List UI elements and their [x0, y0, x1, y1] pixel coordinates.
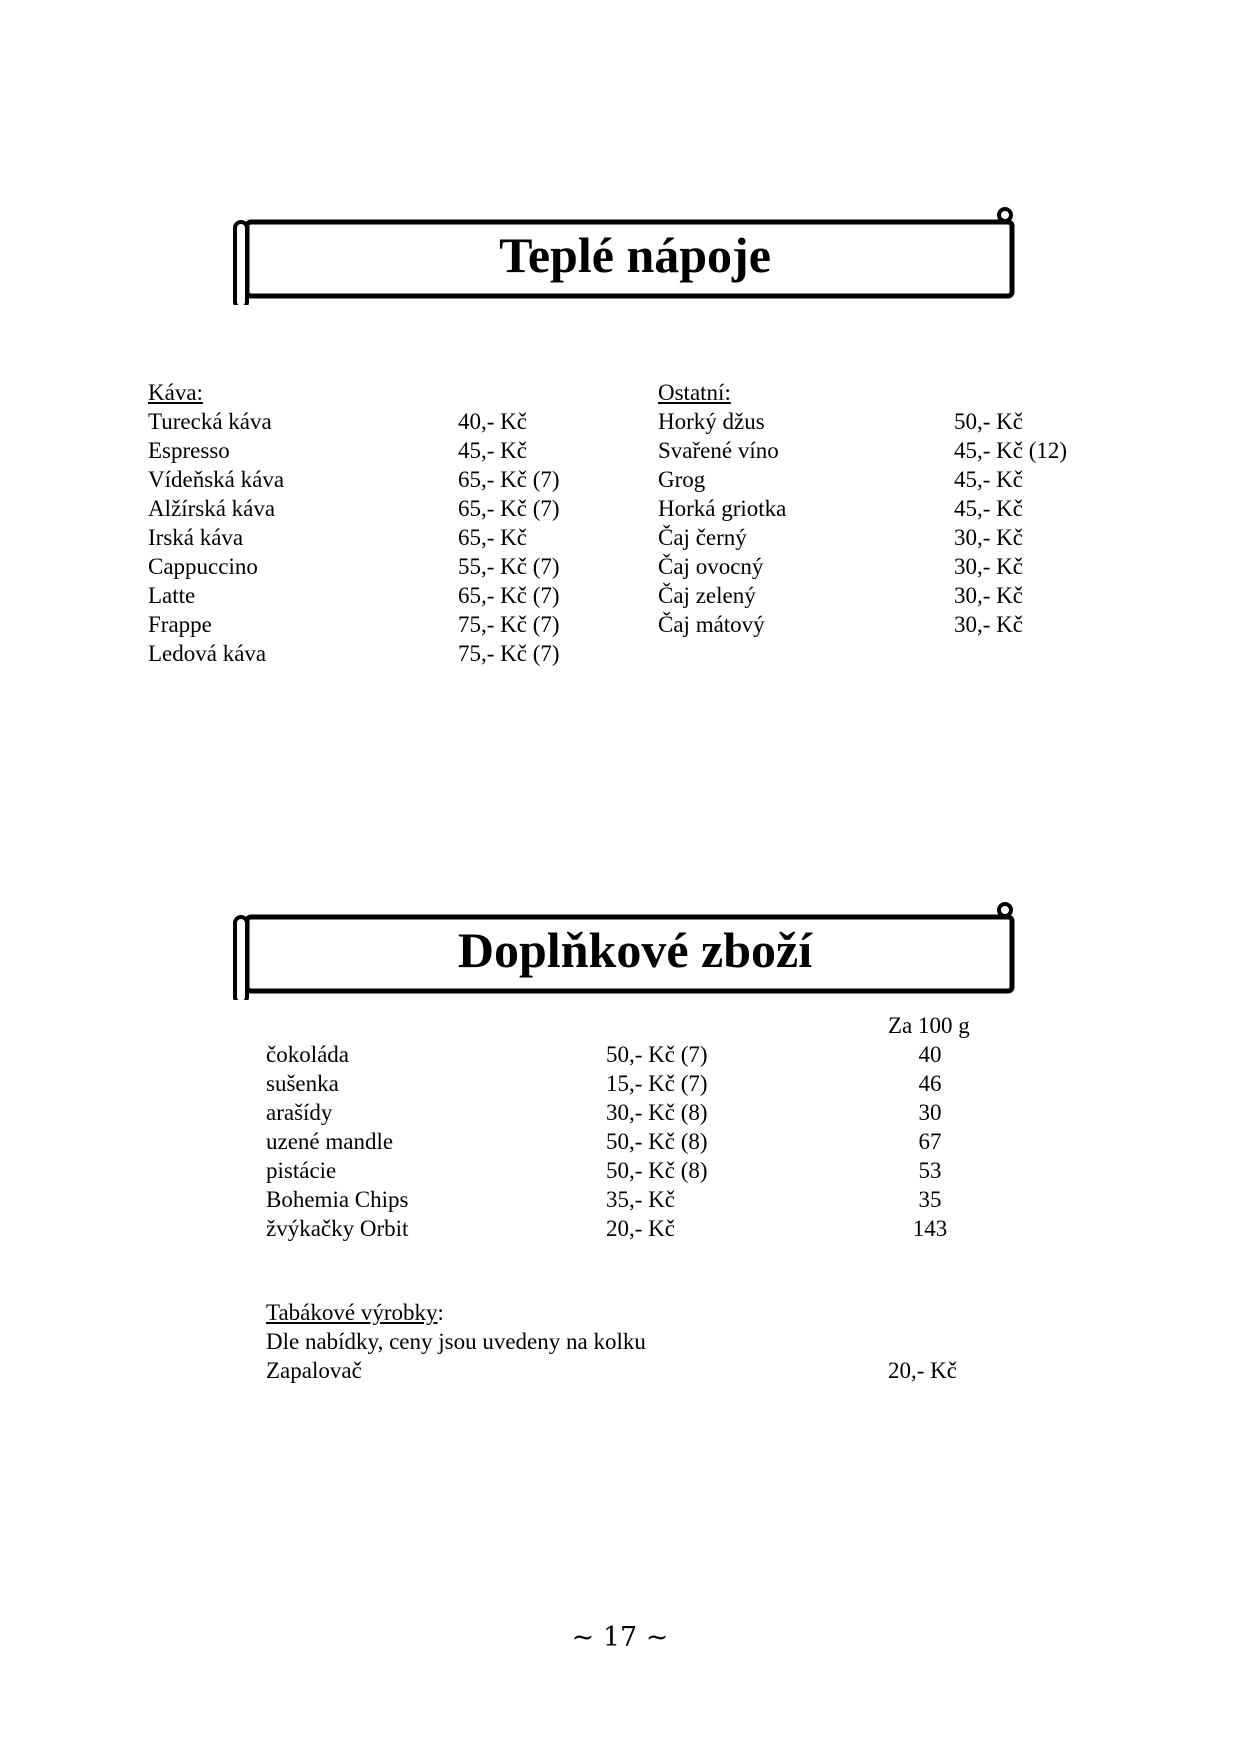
snack-item-price: 50,- Kč (7) — [606, 1042, 708, 1067]
snack-item-per100: 67 — [918, 1129, 942, 1154]
snack-item-per100: 40 — [918, 1042, 942, 1067]
tobacco-heading — [266, 1298, 444, 1327]
other-item-name: Horký džus — [658, 409, 765, 434]
coffee-item-name: Turecká káva — [148, 409, 272, 434]
snack-item-price: 30,- Kč (8) — [606, 1100, 708, 1125]
snack-item-per100: 143 — [912, 1216, 948, 1241]
coffee-item-name: Frappe — [148, 612, 212, 637]
other-heading: Ostatní: — [658, 380, 731, 405]
snack-item-name: sušenka — [266, 1071, 339, 1096]
snack-item-name: uzené mandle — [266, 1129, 394, 1154]
lighter-price: 20,- Kč — [888, 1358, 957, 1383]
snack-item-price: 50,- Kč (8) — [606, 1158, 708, 1183]
other-item-name: Grog — [658, 467, 706, 492]
snack-item-price: 15,- Kč (7) — [606, 1071, 708, 1096]
section-banner-doplnkove-zbozi — [230, 900, 1020, 1000]
tobacco-note: Dle nabídky, ceny jsou uvedeny na kolku — [266, 1329, 646, 1354]
snack-item-name: pistácie — [266, 1158, 337, 1183]
tobacco-heading-colon: : — [437, 1300, 444, 1325]
page-number: ~ 17 ~ — [571, 1622, 669, 1653]
other-item-name: Svařené víno — [658, 438, 779, 463]
tobacco-heading-text: Tabákové výrobky — [266, 1300, 438, 1325]
coffee-item-price: 65,- Kč (7) — [458, 496, 560, 521]
section-title: Doplňkové zboží — [457, 922, 813, 978]
coffee-heading: Káva: — [148, 380, 203, 405]
other-item-price: 30,- Kč — [954, 554, 1023, 579]
other-item-price: 30,- Kč — [954, 583, 1023, 608]
other-item-name: Čaj mátový — [658, 612, 765, 637]
coffee-item-name: Espresso — [148, 438, 230, 463]
coffee-item-name: Ledová káva — [148, 641, 267, 666]
per-100g-label: Za 100 g — [888, 1013, 970, 1038]
coffee-item-name: Cappuccino — [148, 554, 258, 579]
coffee-item-price: 65,- Kč (7) — [458, 467, 560, 492]
other-item-price: 30,- Kč — [954, 525, 1023, 550]
coffee-item-price: 65,- Kč — [458, 525, 527, 550]
snack-item-price: 35,- Kč — [606, 1187, 675, 1212]
other-item-name: Čaj ovocný — [658, 554, 764, 579]
coffee-item-price: 65,- Kč (7) — [458, 583, 560, 608]
coffee-item-name: Vídeňská káva — [148, 467, 285, 492]
other-item-name: Čaj zelený — [658, 583, 756, 608]
snack-item-name: čokoláda — [266, 1042, 350, 1067]
coffee-item-name: Alžírská káva — [148, 496, 276, 521]
coffee-item-name: Irská káva — [148, 525, 244, 550]
snack-item-name: žvýkačky Orbit — [266, 1216, 409, 1241]
other-item-price: 30,- Kč — [954, 612, 1023, 637]
section-title: Teplé nápoje — [499, 227, 771, 283]
other-item-price: 50,- Kč — [954, 409, 1023, 434]
section-banner-teple-napoje — [230, 205, 1020, 305]
snack-item-price: 50,- Kč (8) — [606, 1129, 708, 1154]
other-item-price: 45,- Kč — [954, 467, 1023, 492]
snack-item-name: arašídy — [266, 1100, 333, 1125]
coffee-item-price: 40,- Kč — [458, 409, 527, 434]
coffee-item-price: 55,- Kč (7) — [458, 554, 560, 579]
other-item-name: Horká griotka — [658, 496, 787, 521]
coffee-item-name: Latte — [148, 583, 196, 608]
snack-item-per100: 53 — [918, 1158, 942, 1183]
lighter-name: Zapalovač — [266, 1358, 362, 1383]
coffee-item-price: 75,- Kč (7) — [458, 612, 560, 637]
snack-item-name: Bohemia Chips — [266, 1187, 409, 1212]
snack-item-per100: 30 — [918, 1100, 942, 1125]
coffee-item-price: 75,- Kč (7) — [458, 641, 560, 666]
coffee-item-price: 45,- Kč — [458, 438, 527, 463]
other-item-name: Čaj černý — [658, 525, 747, 550]
snack-item-per100: 46 — [918, 1071, 942, 1096]
other-item-price: 45,- Kč — [954, 496, 1023, 521]
snack-item-price: 20,- Kč — [606, 1216, 675, 1241]
other-item-price: 45,- Kč (12) — [954, 438, 1068, 463]
snack-item-per100: 35 — [918, 1187, 942, 1212]
